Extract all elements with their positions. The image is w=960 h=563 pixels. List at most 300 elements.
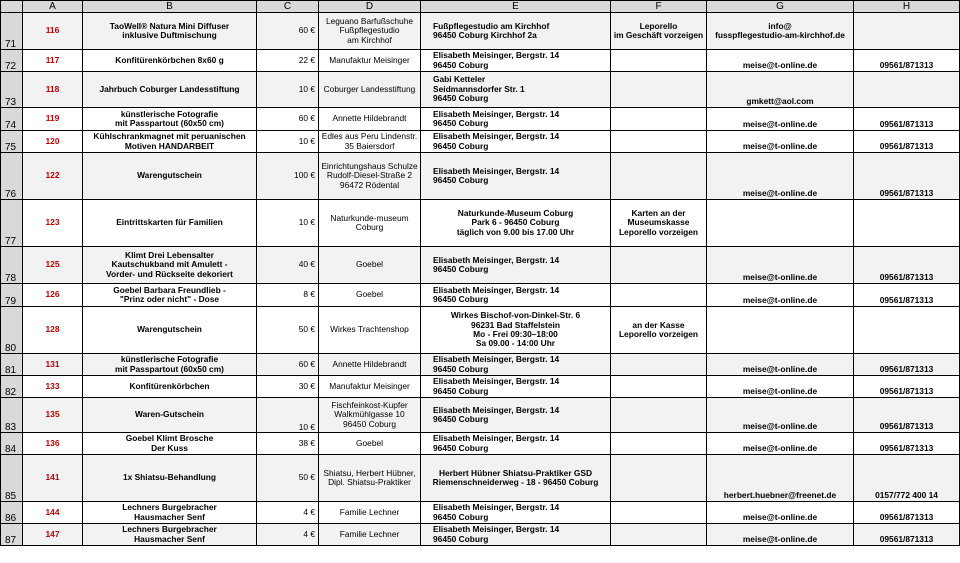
cell-email[interactable] bbox=[707, 50, 854, 72]
table-row bbox=[1, 455, 960, 502]
cell-phone[interactable] bbox=[854, 524, 960, 546]
cell-phone[interactable] bbox=[854, 455, 960, 502]
row-number[interactable]: 85 bbox=[1, 455, 23, 502]
table-row bbox=[1, 108, 960, 131]
cell-donor[interactable] bbox=[319, 284, 421, 307]
table-row bbox=[1, 398, 960, 433]
cell-donor-line: Einrichtungshaus Schulze bbox=[321, 160, 418, 171]
cell-item[interactable] bbox=[83, 50, 257, 72]
cell-value[interactable]: 4 € bbox=[257, 502, 319, 524]
cell-phone-line: 09561/871313 bbox=[879, 511, 934, 522]
cell-pickup-address-line: Elisabeth Meisinger, Bergstr. 14 bbox=[433, 254, 560, 265]
cell-lot-number[interactable]: 128 bbox=[23, 307, 83, 354]
cell-item[interactable] bbox=[83, 524, 257, 546]
cell-pickup-address-line: Elisabeth Meisinger, Bergstr. 14 bbox=[433, 50, 560, 61]
column-header-c[interactable]: C bbox=[257, 1, 319, 13]
cell-value[interactable]: 10 € bbox=[257, 398, 319, 433]
cell-email[interactable] bbox=[707, 200, 854, 247]
cell-email[interactable] bbox=[707, 354, 854, 376]
row-number[interactable]: 83 bbox=[1, 398, 23, 433]
cell-donor-line: 96450 Coburg bbox=[342, 418, 397, 429]
cell-pickup-address-line: 96450 Coburg bbox=[433, 93, 489, 104]
cell-item-line: künstlerische Fotografie bbox=[120, 354, 219, 365]
cell-pickup-address[interactable] bbox=[421, 247, 611, 284]
table-row bbox=[1, 131, 960, 153]
cell-pickup-address[interactable] bbox=[421, 50, 611, 72]
cell-phone[interactable] bbox=[854, 72, 960, 108]
cell-item-line: Lechners Burgebracher bbox=[122, 524, 217, 535]
cell-pickup-address-line: Mo - Frei 09:30–18:00 bbox=[473, 329, 558, 339]
cell-phone-line: 09561/871313 bbox=[879, 140, 934, 151]
table-row bbox=[1, 50, 960, 72]
cell-lot-number[interactable]: 144 bbox=[23, 502, 83, 524]
cell-phone-line: 09561/871313 bbox=[879, 420, 934, 431]
cell-pickup-address-line: Herbert Hübner Shiatsu-Praktiker GSD bbox=[438, 467, 593, 478]
row-number[interactable]: 71 bbox=[1, 13, 23, 50]
cell-donor-line: Annette Hildebrandt bbox=[332, 358, 407, 369]
cell-pickup-address-line: Park 6 - 96450 Coburg bbox=[471, 217, 560, 228]
cell-item-line: Kautschukband mit Amulett - bbox=[111, 259, 228, 270]
cell-note[interactable] bbox=[611, 398, 707, 433]
cell-phone[interactable] bbox=[854, 354, 960, 376]
cell-note[interactable] bbox=[611, 376, 707, 398]
cell-item-line: 1x Shiatsu-Behandlung bbox=[122, 472, 217, 483]
cell-donor[interactable] bbox=[319, 131, 421, 153]
cell-item-line: künstlerische Fotografie bbox=[120, 108, 219, 119]
row-number[interactable]: 87 bbox=[1, 524, 23, 546]
cell-donor[interactable] bbox=[319, 72, 421, 108]
cell-note[interactable] bbox=[611, 433, 707, 455]
cell-donor[interactable] bbox=[319, 247, 421, 284]
cell-pickup-address-line: Elisabeth Meisinger, Bergstr. 14 bbox=[433, 108, 560, 119]
cell-pickup-address-line: Elisabeth Meisinger, Bergstr. 14 bbox=[433, 354, 560, 365]
cell-value[interactable]: 50 € bbox=[257, 455, 319, 502]
cell-value[interactable]: 60 € bbox=[257, 13, 319, 50]
cell-lot-number[interactable]: 123 bbox=[23, 200, 83, 247]
cell-donor-line: am Kirchhof bbox=[347, 34, 392, 45]
table-row bbox=[1, 376, 960, 398]
cell-pickup-address-line: 96450 Coburg bbox=[433, 363, 489, 374]
cell-email[interactable] bbox=[707, 108, 854, 131]
cell-item-line: Motiven HANDARBEIT bbox=[124, 140, 215, 151]
cell-pickup-address-line: 96450 Coburg bbox=[433, 118, 489, 128]
cell-value[interactable]: 30 € bbox=[257, 376, 319, 398]
table-row bbox=[1, 13, 960, 50]
cell-pickup-address-line: Elisabeth Meisinger, Bergstr. 14 bbox=[433, 376, 560, 387]
cell-value[interactable]: 40 € bbox=[257, 247, 319, 284]
cell-note-line: Karten an der bbox=[631, 207, 686, 218]
cell-phone-line: 09561/871313 bbox=[879, 363, 934, 374]
cell-phone-line: 09561/871313 bbox=[879, 187, 934, 198]
cell-phone[interactable] bbox=[854, 376, 960, 398]
cell-donor-line: Goebel bbox=[355, 437, 383, 448]
cell-donor-line: Coburger Landesstiftung bbox=[323, 83, 416, 94]
cell-item[interactable] bbox=[83, 200, 257, 247]
cell-email-line: meise@t-online.de bbox=[742, 442, 818, 453]
cell-item-line: Waren-Gutschein bbox=[134, 409, 205, 420]
cell-note[interactable] bbox=[611, 153, 707, 200]
cell-value[interactable]: 4 € bbox=[257, 524, 319, 546]
row-number[interactable]: 74 bbox=[1, 108, 23, 131]
cell-item-line: "Prinz oder nicht" - Dose bbox=[119, 294, 220, 304]
cell-donor-line: Walkmühlgasse 10 bbox=[334, 409, 405, 420]
cell-donor-line: Familie Lechner bbox=[339, 528, 400, 539]
cell-phone[interactable] bbox=[854, 307, 960, 354]
cell-donor-line: Familie Lechner bbox=[339, 506, 400, 517]
cell-donor[interactable] bbox=[319, 50, 421, 72]
cell-lot-number[interactable]: 117 bbox=[23, 50, 83, 72]
cell-phone-line: 09561/871313 bbox=[879, 442, 934, 453]
cell-email[interactable] bbox=[707, 284, 854, 307]
select-all-corner[interactable] bbox=[1, 1, 23, 13]
cell-donor[interactable] bbox=[319, 433, 421, 455]
cell-email-line: meise@t-online.de bbox=[742, 511, 818, 522]
cell-donor[interactable] bbox=[319, 524, 421, 546]
cell-donor-line: Leguano Barfußschuhe bbox=[325, 15, 414, 26]
table-row bbox=[1, 354, 960, 376]
cell-lot-number[interactable]: 141 bbox=[23, 455, 83, 502]
cell-lot-number[interactable]: 147 bbox=[23, 524, 83, 546]
cell-email-line: meise@t-online.de bbox=[742, 420, 818, 431]
row-number[interactable]: 75 bbox=[1, 131, 23, 153]
cell-note[interactable] bbox=[611, 200, 707, 247]
cell-lot-number[interactable]: 120 bbox=[23, 131, 83, 153]
cell-pickup-address-line: Sa 09.00 - 14:00 Uhr bbox=[475, 338, 556, 349]
cell-pickup-address-line: 96450 Coburg bbox=[433, 414, 489, 424]
cell-phone-line: 09561/871313 bbox=[879, 271, 934, 282]
row-number[interactable]: 86 bbox=[1, 502, 23, 524]
cell-value[interactable]: 60 € bbox=[257, 354, 319, 376]
cell-note[interactable] bbox=[611, 247, 707, 284]
cell-donor-line: Rudolf-Diesel-Straße 2 bbox=[326, 170, 413, 181]
cell-email-line: meise@t-online.de bbox=[742, 363, 818, 374]
cell-donor[interactable] bbox=[319, 200, 421, 247]
cell-phone-line: 09561/871313 bbox=[879, 118, 934, 129]
cell-pickup-address-line: Elisabeth Meisinger, Bergstr. 14 bbox=[433, 502, 560, 513]
cell-donor[interactable] bbox=[319, 153, 421, 200]
cell-pickup-address-line: Gabi Ketteler bbox=[433, 74, 486, 85]
cell-phone-line: 09561/871313 bbox=[879, 294, 934, 305]
cell-pickup-address[interactable] bbox=[421, 455, 611, 502]
cell-note[interactable] bbox=[611, 354, 707, 376]
cell-pickup-address[interactable] bbox=[421, 307, 611, 354]
cell-pickup-address-line: Elisabeth Meisinger, Bergstr. 14 bbox=[433, 131, 560, 142]
cell-pickup-address[interactable] bbox=[421, 284, 611, 307]
cell-note[interactable] bbox=[611, 524, 707, 546]
table-row bbox=[1, 200, 960, 247]
cell-phone[interactable] bbox=[854, 247, 960, 284]
row-number[interactable]: 76 bbox=[1, 153, 23, 200]
cell-item-line: Warengutschein bbox=[137, 324, 202, 335]
cell-item[interactable] bbox=[83, 376, 257, 398]
cell-email[interactable] bbox=[707, 398, 854, 433]
cell-value[interactable]: 60 € bbox=[257, 108, 319, 131]
cell-phone[interactable] bbox=[854, 398, 960, 433]
cell-pickup-address-line: Wirkes Bischof-von-Dinkel-Str. 6 bbox=[450, 310, 581, 321]
cell-item-line: TaoWell® Natura Mini Diffuser bbox=[109, 20, 230, 31]
cell-pickup-address[interactable] bbox=[421, 354, 611, 376]
row-number[interactable]: 78 bbox=[1, 247, 23, 284]
cell-value[interactable]: 38 € bbox=[257, 433, 319, 455]
cell-pickup-address-line: 96231 Bad Staffelstein bbox=[471, 319, 560, 330]
cell-item[interactable] bbox=[83, 13, 257, 50]
cell-phone[interactable] bbox=[854, 13, 960, 50]
cell-item[interactable] bbox=[83, 247, 257, 284]
cell-note[interactable] bbox=[611, 284, 707, 307]
cell-donor[interactable] bbox=[319, 307, 421, 354]
cell-pickup-address-line: 96450 Coburg bbox=[433, 294, 489, 304]
cell-pickup-address-line: 96450 Coburg bbox=[433, 59, 489, 70]
row-number[interactable]: 79 bbox=[1, 284, 23, 307]
cell-donor-line: Coburg bbox=[355, 222, 384, 232]
cell-note[interactable] bbox=[611, 455, 707, 502]
cell-item-line: Goebel Klimt Brosche bbox=[125, 433, 214, 444]
cell-phone[interactable] bbox=[854, 131, 960, 153]
cell-donor[interactable] bbox=[319, 108, 421, 131]
column-header-b[interactable]: B bbox=[83, 1, 257, 13]
cell-value[interactable]: 50 € bbox=[257, 307, 319, 354]
column-header-d[interactable]: D bbox=[319, 1, 421, 13]
table-row bbox=[1, 284, 960, 307]
cell-pickup-address-line: Seidmannsdorfer Str. 1 bbox=[433, 83, 525, 94]
cell-donor-line: Naturkunde-museum bbox=[330, 212, 409, 223]
cell-pickup-address-line: 96450 Coburg bbox=[433, 533, 489, 544]
cell-pickup-address[interactable] bbox=[421, 131, 611, 153]
cell-donor-line: 35 Baiersdorf bbox=[344, 140, 395, 151]
cell-value[interactable]: 10 € bbox=[257, 200, 319, 247]
cell-item[interactable] bbox=[83, 108, 257, 131]
cell-email-line: gmkett@aol.com bbox=[746, 95, 814, 106]
cell-item[interactable] bbox=[83, 398, 257, 433]
cell-note[interactable] bbox=[611, 108, 707, 131]
cell-pickup-address-line: täglich von 9.00 bis 17.00 Uhr bbox=[456, 226, 575, 237]
cell-email-line: fusspflegestudio-am-kirchhof.de bbox=[715, 30, 845, 40]
cell-lot-number[interactable]: 118 bbox=[23, 72, 83, 108]
cell-pickup-address-line: Fußpflegestudio am Kirchhof bbox=[433, 20, 550, 31]
table-row bbox=[1, 502, 960, 524]
cell-lot-number[interactable]: 135 bbox=[23, 398, 83, 433]
cell-lot-number[interactable]: 125 bbox=[23, 247, 83, 284]
cell-item[interactable] bbox=[83, 455, 257, 502]
cell-email[interactable] bbox=[707, 247, 854, 284]
cell-donor[interactable] bbox=[319, 502, 421, 524]
cell-note[interactable] bbox=[611, 131, 707, 153]
cell-email[interactable] bbox=[707, 307, 854, 354]
cell-lot-number[interactable]: 136 bbox=[23, 433, 83, 455]
cell-pickup-address-line: 96450 Coburg bbox=[433, 264, 489, 274]
cell-donor-line: 96472 Rödental bbox=[339, 179, 400, 190]
cell-lot-number[interactable]: 133 bbox=[23, 376, 83, 398]
cell-email-line: meise@t-online.de bbox=[742, 187, 818, 198]
cell-pickup-address-line: Riemenschneiderweg - 18 - 96450 Coburg bbox=[432, 477, 599, 487]
cell-phone-line: 09561/871313 bbox=[879, 59, 934, 70]
cell-item[interactable] bbox=[83, 433, 257, 455]
cell-item-line: Warengutschein bbox=[137, 170, 202, 181]
column-header-a[interactable]: A bbox=[23, 1, 83, 13]
cell-item-line: Lechners Burgebracher bbox=[122, 502, 217, 513]
table-row bbox=[1, 247, 960, 284]
cell-donor-line: Goebel bbox=[355, 289, 383, 300]
cell-email[interactable] bbox=[707, 455, 854, 502]
column-header-g[interactable]: G bbox=[707, 1, 854, 13]
row-number[interactable]: 73 bbox=[1, 72, 23, 108]
cell-email-line: meise@t-online.de bbox=[742, 294, 818, 305]
cell-pickup-address[interactable] bbox=[421, 398, 611, 433]
column-header-h[interactable]: H bbox=[854, 1, 960, 13]
cell-email[interactable] bbox=[707, 376, 854, 398]
cell-value[interactable]: 22 € bbox=[257, 50, 319, 72]
column-header-f[interactable]: F bbox=[611, 1, 707, 13]
cell-value[interactable]: 8 € bbox=[257, 284, 319, 307]
cell-note[interactable] bbox=[611, 50, 707, 72]
cell-pickup-address-line: 96450 Coburg bbox=[433, 175, 489, 185]
cell-item-line: Eintrittskarten für Familien bbox=[116, 217, 223, 228]
cell-note-line: an der Kasse bbox=[632, 319, 685, 330]
cell-email[interactable] bbox=[707, 502, 854, 524]
cell-item[interactable] bbox=[83, 131, 257, 153]
cell-note-line: Museumskasse bbox=[627, 217, 690, 228]
cell-email[interactable] bbox=[707, 131, 854, 153]
cell-note-line: im Geschäft vorzeigen bbox=[613, 30, 704, 40]
cell-item-line: inklusive Duftmischung bbox=[122, 30, 217, 40]
cell-phone[interactable] bbox=[854, 153, 960, 200]
column-header-e[interactable]: E bbox=[421, 1, 611, 13]
cell-phone[interactable] bbox=[854, 200, 960, 247]
cell-email[interactable] bbox=[707, 524, 854, 546]
cell-pickup-address[interactable] bbox=[421, 200, 611, 247]
cell-lot-number[interactable]: 119 bbox=[23, 108, 83, 131]
cell-pickup-address-line: 96450 Coburg bbox=[433, 442, 489, 453]
cell-item-line: mit Passpartout (60x50 cm) bbox=[115, 363, 224, 374]
cell-pickup-address[interactable] bbox=[421, 72, 611, 108]
row-number[interactable]: 72 bbox=[1, 50, 23, 72]
cell-donor-line: Edles aus Peru Lindenstr. bbox=[321, 131, 418, 142]
cell-phone-line: 09561/871313 bbox=[879, 533, 934, 544]
cell-item-line: Hausmacher Senf bbox=[134, 533, 205, 544]
cell-donor-line: Manufaktur Meisinger bbox=[329, 54, 410, 65]
cell-item[interactable] bbox=[83, 307, 257, 354]
cell-pickup-address-line: 96450 Coburg bbox=[433, 140, 489, 151]
cell-note[interactable] bbox=[611, 13, 707, 50]
cell-pickup-address-line: Elisabeth Meisinger, Bergstr. 14 bbox=[433, 433, 560, 444]
cell-lot-number[interactable]: 131 bbox=[23, 354, 83, 376]
cell-email-line: meise@t-online.de bbox=[742, 118, 818, 129]
cell-email-line: meise@t-online.de bbox=[742, 533, 818, 544]
cell-phone-line: 09561/871313 bbox=[879, 385, 934, 396]
cell-item-line: Der Kuss bbox=[151, 442, 188, 453]
cell-value[interactable]: 10 € bbox=[257, 131, 319, 153]
cell-donor[interactable] bbox=[319, 376, 421, 398]
cell-phone[interactable] bbox=[854, 50, 960, 72]
cell-note-line: Leporello vorzeigen bbox=[618, 329, 699, 339]
cell-pickup-address[interactable] bbox=[421, 376, 611, 398]
cell-pickup-address[interactable] bbox=[421, 502, 611, 524]
cell-pickup-address[interactable] bbox=[421, 433, 611, 455]
cell-email[interactable] bbox=[707, 13, 854, 50]
column-header-row bbox=[1, 1, 960, 13]
cell-note[interactable] bbox=[611, 72, 707, 108]
cell-value[interactable]: 10 € bbox=[257, 72, 319, 108]
cell-item-line: Hausmacher Senf bbox=[134, 511, 205, 522]
cell-item-line: Konfitürenkörbchen bbox=[129, 380, 210, 391]
cell-item[interactable] bbox=[83, 284, 257, 307]
cell-pickup-address[interactable] bbox=[421, 524, 611, 546]
cell-phone-line: 0157/772 400 14 bbox=[875, 489, 938, 500]
cell-donor-line: Dipl. Shiatsu-Praktiker bbox=[328, 477, 411, 487]
cell-lot-number[interactable]: 122 bbox=[23, 153, 83, 200]
cell-item[interactable] bbox=[83, 72, 257, 108]
cell-pickup-address-line: 96450 Coburg bbox=[433, 385, 489, 396]
cell-item[interactable] bbox=[83, 354, 257, 376]
cell-item-line: Konfitürenkörbchen 8x60 g bbox=[115, 54, 224, 65]
cell-item-line: Kühlschrankmagnet mit peruanischen bbox=[93, 131, 246, 142]
sheet-body bbox=[1, 13, 960, 546]
cell-pickup-address[interactable] bbox=[421, 13, 611, 50]
cell-pickup-address-line: 96450 Coburg bbox=[433, 511, 489, 522]
cell-lot-number[interactable]: 126 bbox=[23, 284, 83, 307]
row-number[interactable]: 81 bbox=[1, 354, 23, 376]
table-row bbox=[1, 524, 960, 546]
cell-pickup-address[interactable] bbox=[421, 153, 611, 200]
cell-item-line: Vorder- und Rückseite dekoriert bbox=[106, 268, 233, 279]
cell-donor[interactable] bbox=[319, 354, 421, 376]
cell-item-line: Goebel Barbara Freundlieb - bbox=[113, 284, 226, 295]
cell-item[interactable] bbox=[83, 502, 257, 524]
cell-pickup-address[interactable] bbox=[421, 108, 611, 131]
table-row bbox=[1, 307, 960, 354]
cell-email-line: meise@t-online.de bbox=[742, 59, 818, 70]
cell-pickup-address-line: Elisabeth Meisinger, Bergstr. 14 bbox=[433, 284, 560, 295]
cell-donor-line: Manufaktur Meisinger bbox=[329, 380, 410, 391]
cell-phone[interactable] bbox=[854, 284, 960, 307]
cell-phone[interactable] bbox=[854, 433, 960, 455]
cell-phone[interactable] bbox=[854, 502, 960, 524]
cell-value[interactable]: 100 € bbox=[257, 153, 319, 200]
cell-item[interactable] bbox=[83, 153, 257, 200]
row-number[interactable]: 84 bbox=[1, 433, 23, 455]
table-row bbox=[1, 153, 960, 200]
cell-pickup-address-line: Elisabeth Meisinger, Bergstr. 14 bbox=[433, 165, 560, 176]
table-row bbox=[1, 72, 960, 108]
cell-donor-line: Annette Hildebrandt bbox=[332, 113, 407, 124]
cell-lot-number[interactable]: 116 bbox=[23, 13, 83, 50]
cell-phone[interactable] bbox=[854, 108, 960, 131]
cell-email-line: herbert.huebner@freenet.de bbox=[723, 489, 837, 500]
table-row bbox=[1, 433, 960, 455]
row-number[interactable]: 80 bbox=[1, 307, 23, 354]
cell-donor-line: Shiatsu, Herbert Hübner, bbox=[323, 467, 416, 478]
cell-note[interactable] bbox=[611, 502, 707, 524]
cell-donor[interactable] bbox=[319, 455, 421, 502]
cell-item-line: Jahrbuch Coburger Landesstiftung bbox=[99, 83, 240, 94]
cell-donor[interactable] bbox=[319, 398, 421, 433]
cell-note-line: Leporello vorzeigen bbox=[618, 226, 699, 237]
cell-note[interactable] bbox=[611, 307, 707, 354]
cell-donor-line: Goebel bbox=[355, 259, 383, 270]
cell-email-line: info@ bbox=[768, 20, 792, 31]
cell-donor-line: Fußpflegestudio bbox=[339, 25, 400, 36]
cell-email[interactable] bbox=[707, 153, 854, 200]
cell-donor[interactable] bbox=[319, 13, 421, 50]
cell-item-line: Klimt Drei Lebensalter bbox=[125, 249, 214, 260]
cell-email[interactable] bbox=[707, 433, 854, 455]
cell-email[interactable] bbox=[707, 72, 854, 108]
row-number[interactable]: 82 bbox=[1, 376, 23, 398]
cell-pickup-address-line: Elisabeth Meisinger, Bergstr. 14 bbox=[433, 524, 560, 535]
row-number[interactable]: 77 bbox=[1, 200, 23, 247]
cell-email-line: meise@t-online.de bbox=[742, 271, 818, 282]
cell-pickup-address-line: Naturkunde-Museum Coburg bbox=[457, 207, 574, 218]
